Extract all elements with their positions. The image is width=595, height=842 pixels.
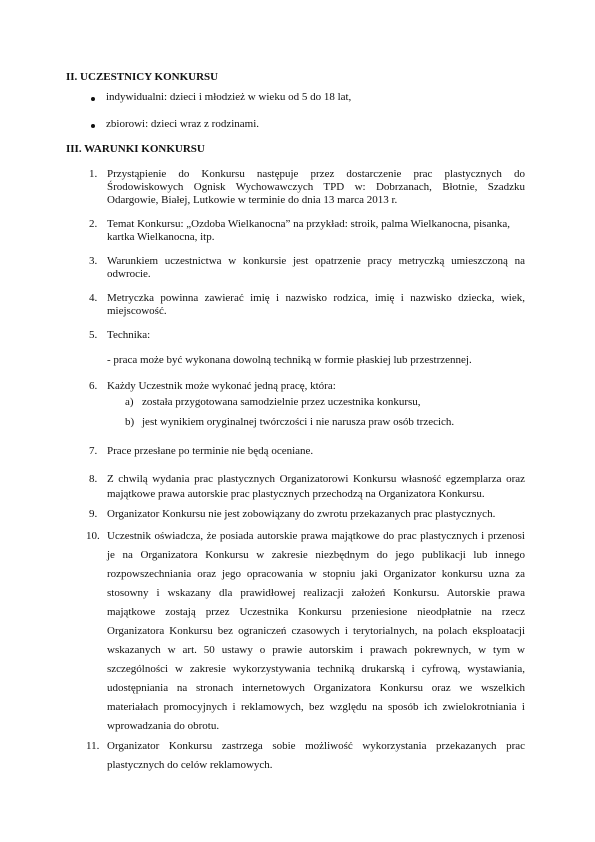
sub-item-text: jest wynikiem oryginalnej twórczości i nie narusza praw osób trzecich. [142, 416, 455, 428]
paragraph-line: Uczestnik oświadcza, że posiada autorskie prawa majątkowe do prac plastycznych i przenosi [107, 530, 525, 542]
list-item: indywidualni: dzieci i młodzież w wieku od 5 do 18 lat, [106, 91, 352, 103]
paragraph-line: wprowadzania do obrotu. [107, 720, 220, 732]
paragraph-line: rozpowszechniania oraz jego opracowania w stopniu jaki Organizator konkursu uzna za [107, 568, 525, 580]
paragraph-line: Organizator Konkursu nie jest zobowiązany do zwrotu przekazanych prac plastycznych. [107, 508, 496, 520]
paragraph-line: Środowiskowych Ognisk Wychowawczych TPD w: Dobrzanach, Błotnie, Szadzku [107, 181, 525, 193]
item-number: 11. [86, 740, 100, 752]
item-number: 10. [86, 530, 100, 542]
paragraph-line: miejscowość. [107, 305, 167, 317]
item-number: 9. [89, 508, 98, 520]
paragraph-line: szczególności w zakresie wykorzystywania techniką drukarską i cyfrową, wystawiania, [107, 663, 525, 675]
sub-item-text: została przygotowana samodzielnie przez uczestnika konkursu, [142, 396, 421, 408]
bullet-icon [91, 124, 95, 128]
paragraph-line: udostępniania na stronach internetowych Organizatora Konkursu oraz we wszelkich [107, 682, 525, 694]
paragraph-line: stosowny i wskazany dla prawidłowej realizacji założeń Konkursu. Autorskie prawa [107, 587, 525, 599]
paragraph-line: majątkowe zostają przez Uczestnika Konkursu przeniesione nieodpłatnie na rzecz [107, 606, 525, 618]
sub-item-label: b) [125, 416, 135, 428]
item-number: 7. [89, 445, 98, 457]
paragraph-line: Metryczka powinna zawierać imię i nazwisko rodzica, imię i nazwisko dziecka, wiek, [107, 292, 525, 304]
list-item: zbiorowi: dzieci wraz z rodzinami. [106, 118, 260, 130]
item-number: 1. [89, 168, 98, 180]
item-number: 4. [89, 292, 98, 304]
paragraph-line: wskazanych w art. 50 ustawy o prawie autorskim i prawach pokrewnych, w tym w [107, 644, 525, 656]
item-number: 2. [89, 218, 98, 230]
item-number: 8. [89, 473, 98, 485]
paragraph-line: majątkowe prawa autorskie prac plastycznych przechodzą na Organizatora Konkursu. [107, 488, 485, 500]
paragraph-line: materiałach promocyjnych i reklamowych, bez względu na sposób ich zwielokrotniania i [107, 701, 525, 713]
section-heading-conditions: III. WARUNKI KONKURSU [66, 143, 205, 155]
item-number: 3. [89, 255, 98, 267]
paragraph-line: Warunkiem uczestnictwa w konkursie jest opatrzenie pracy metryczką umieszczoną na [107, 255, 525, 267]
paragraph-line: kartka Wielkanocna, itp. [107, 231, 215, 243]
paragraph-line: je na Organizatora Konkursu w zakresie niezbędnym do jego publikacji lub innego [107, 549, 525, 561]
bullet-icon [91, 97, 95, 101]
paragraph-line: Odargowie, Białej, Lutkowie w terminie do dnia 13 marca 2013 r. [107, 194, 398, 206]
paragraph-line: Organizator Konkursu zastrzega sobie możliwość wykorzystania przekazanych prac [107, 740, 525, 752]
paragraph-line: Organizatora Konkursu bez ograniczeń czasowych i terytorialnych, na polach eksploatacji [107, 625, 525, 637]
paragraph-line: Technika: [107, 329, 151, 341]
paragraph-line: Przystąpienie do Konkursu następuje przez dostarczenie prac plastycznych do [107, 168, 525, 180]
paragraph-line: Z chwilą wydania prac plastycznych Organizatorowi Konkursu własność egzemplarza oraz [107, 473, 525, 485]
section-heading-participants: II. UCZESTNICY KONKURSU [66, 71, 219, 83]
paragraph-line: Temat Konkursu: „Ozdoba Wielkanocna” na przykład: stroik, palma Wielkanocna, pisanka, [107, 218, 510, 230]
paragraph-line: odwrocie. [107, 268, 151, 280]
sub-item-label: a) [125, 396, 134, 408]
item-number: 6. [89, 380, 98, 392]
paragraph-line: - praca może być wykonana dowolną techniką w formie płaskiej lub przestrzennej. [107, 354, 472, 366]
paragraph-line: Każdy Uczestnik może wykonać jedną pracę, która: [107, 380, 336, 392]
paragraph-line: plastycznych do celów reklamowych. [107, 759, 273, 771]
item-number: 5. [89, 329, 98, 341]
paragraph-line: Prace przesłane po terminie nie będą oceniane. [107, 445, 314, 457]
